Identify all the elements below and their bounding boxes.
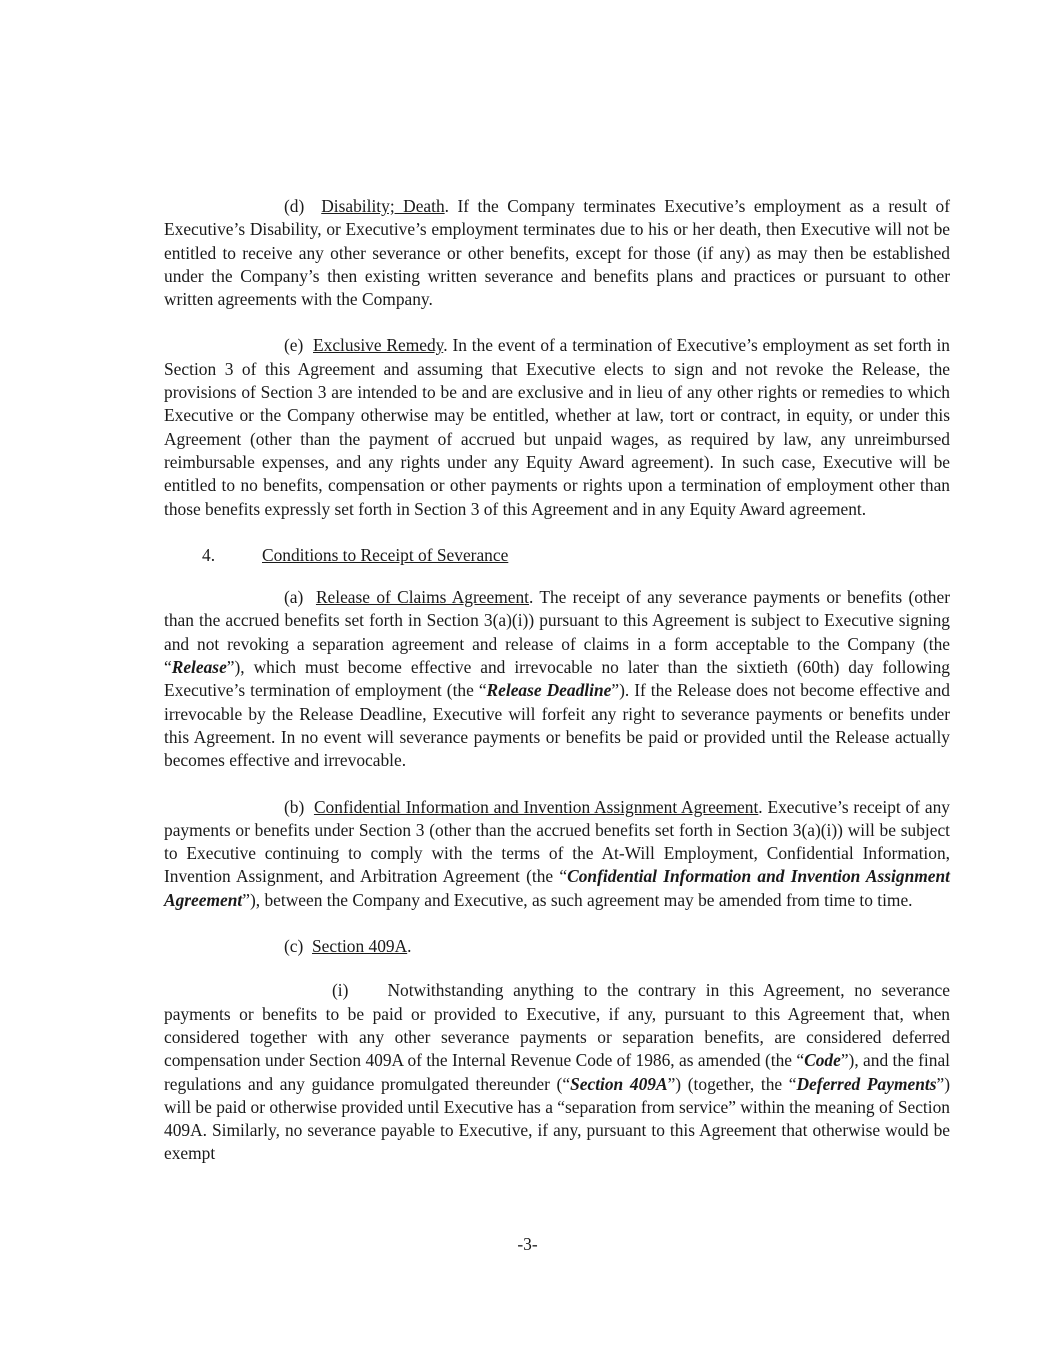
section-4-title: Conditions to Receipt of Severance (262, 544, 509, 565)
section-a-text-2: ”), which must become effective and irrevocable no later than the sixtieth (60th) day following Executive’s termination of employment (the “ (164, 657, 950, 701)
section-d-text: . If the Company terminates Executive’s employment as a result of Executive’s Disability, or Executive’s employment terminates due to his or her death, then Executive will not be entitled to receive any other severance or other benefits, except for those (if any) as may then be established under the Company’s then existing written severance and benefits plans and practices or pursuant to other written agreements with the Company. (164, 196, 950, 310)
page-number: -3- (517, 1234, 538, 1254)
defined-term-deferred-payments: Deferred Payments (796, 1073, 937, 1094)
section-c-heading (284, 935, 950, 958)
section-c-i-text-4: ”) will be paid or otherwise provided until Executive has a “separation from service” within the meaning of Section 409A. Similarly, no severance payable to Executive, if any, pursuant to this Agreement that otherwise would be exempt (164, 1073, 950, 1164)
defined-term-release: Release (171, 657, 227, 678)
section-e-text: . In the event of a termination of Executive’s employment as set forth in Section 3 of this Agreement and assuming that Executive elects to sign and not revoke the Release, the provisions of Section 3 are intended to be and are exclusive and in lieu of any other rights or remedies to which Executive or the Company otherwise may be entitled, whether at law, tort or contract, in equity, or under this Agreement (other than the payment of accrued but unpaid wages, as required by law, any unreimbursed reimbursable expenses, and any rights under any Equity Award agreement). In such case, Executive will be entitled to no benefits, compensation or other payments or rights upon a termination of employment other than those benefits expressly set forth in Section 3 of this Agreement and in any Equity Award agreement. (164, 335, 950, 519)
section-c-title: Section 409A (312, 936, 408, 957)
section-a-text-1: . The receipt of any severance payments or benefits (other than the accrued benefits set forth in Section 3(a)(i)) pursuant to this Agreement is subject to Executive signing and not revoking a separation agreement and release of claims in a form acceptable to the Company (the “ (164, 587, 950, 678)
section-c-label: (c) (284, 936, 304, 957)
section-c-suffix: . (407, 936, 412, 957)
section-e-paragraph (164, 334, 950, 520)
section-a-paragraph (164, 586, 950, 772)
section-b-text-1: . Executive’s receipt of any payments or benefits under Section 3 (other than the accrued benefits set forth in Section 3(a)(i)) will be subject to Executive continuing to comply with the terms of the At-Will Employment, Confidential Information, Invention Assignment, and Arbitration Agreement (the “ (164, 796, 950, 887)
defined-term-release-deadline: Release Deadline (486, 680, 612, 701)
section-c-i-text-3: ”) (together, the “ (667, 1073, 797, 1094)
section-4-number: 4. (202, 544, 216, 565)
section-d-paragraph (164, 195, 950, 311)
section-c-i-text-1: Notwithstanding anything to the contrary in this Agreement, no severance payments or benefits to be paid or provided to Executive, if any, pursuant to this Agreement that, when considered together with any other severance payments or separation benefits, are considered deferred compensation under Section 409A of the Internal Revenue Code of 1986, as amended (the “ (164, 980, 950, 1071)
section-a-title: Release of Claims Agreement (315, 587, 529, 608)
section-b-title: Confidential Information and Invention Assignment Agreement (313, 796, 759, 817)
section-d-label: (d) (284, 196, 305, 216)
defined-term-ciiaa: Confidential Information and Invention Assignment Agreement (164, 866, 950, 910)
section-a-text-3: ”). If the Release does not become effective and irrevocable by the Release Deadline, Executive will forfeit any right to severance payments or benefits under this Agreement. In no event will severance payments or benefits be paid or provided until the Release actually becomes effective and irrevocable. (164, 680, 951, 771)
section-b-text-2: ”), between the Company and Executive, as such agreement may be amended from time to time. (242, 889, 913, 910)
section-c-i-label: (i) (332, 980, 349, 1001)
section-b-label: (b) (284, 796, 305, 817)
section-4-heading (202, 544, 950, 567)
section-c-i-text-2: ”), and the final regulations and any guidance promulgated thereunder (“ (164, 1050, 950, 1094)
section-c-i-paragraph (164, 979, 950, 1165)
defined-term-section-409a: Section 409A (570, 1073, 668, 1094)
section-b-paragraph (164, 796, 950, 912)
section-e-title: Exclusive Remedy (313, 335, 444, 356)
section-d-title: Disability; Death (321, 196, 445, 216)
defined-term-code: Code (804, 1050, 841, 1071)
document-body (164, 195, 950, 1166)
section-e-label: (e) (284, 335, 304, 356)
section-a-label: (a) (284, 587, 304, 608)
